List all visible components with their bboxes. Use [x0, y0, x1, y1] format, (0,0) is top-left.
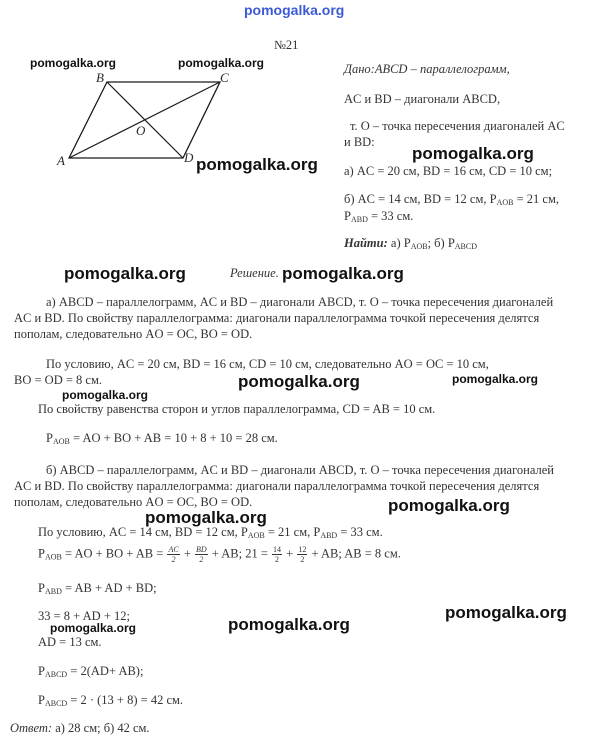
watermark-13: pomogalka.org	[228, 615, 350, 634]
given-line-4: и BD:	[344, 135, 375, 149]
given-line-5: а) AC = 20 см, BD = 16 см, CD = 10 см;	[344, 164, 553, 178]
part-b-equation-4: AD = 13 см.	[38, 635, 102, 649]
watermark-7: pomogalka.org	[238, 372, 360, 391]
part-b-equation-5: $P_{ABCD} = 2(AD+ AB)$;	[38, 664, 144, 679]
watermark-12: pomogalka.org	[445, 603, 567, 622]
watermark-2: pomogalka.org	[178, 56, 265, 70]
watermark-4: pomogalka.org	[412, 144, 534, 163]
problem-number: №21	[274, 38, 299, 52]
given-line-1: Дано:ABCD – параллелограмм,	[344, 62, 510, 76]
site-header-watermark: pomogalka.org	[244, 2, 345, 18]
watermark-1: pomogalka.org	[30, 56, 117, 70]
vertex-label-b: B	[96, 70, 104, 85]
given-line-7: $P_{ABD} = 33$ см.	[344, 209, 414, 224]
part-a-line-6: По свойству равенства сторон и углов параллелограмма, CD = AB = 10 см.	[38, 402, 436, 416]
given-line-2: AC и BD – диагонали ABCD,	[344, 92, 501, 106]
part-a-line-3: пополам, следовательно AO = OC, BO = OD.	[14, 327, 253, 341]
part-b-equation-6: $P_{ABCD} = 2 \cdot (13 + 8) = 42$ см.	[38, 693, 184, 708]
part-b-equation-3: 33 = 8 + AD + 12;	[38, 609, 130, 623]
watermark-3: pomogalka.org	[196, 155, 318, 174]
find-line: Найти: а) $P_{AOB}$; б) $P_{ABCD}$	[344, 236, 478, 251]
part-b-line-1: б) ABCD – параллелограмм, AC и BD – диагонали ABCD, т. O – точка пересечения диагоналей	[46, 463, 554, 477]
watermark-9: pomogalka.org	[62, 388, 149, 402]
watermark-10: pomogalka.org	[388, 496, 510, 515]
part-b-equation-2: $P_{ABD}$ = AB + AD + BD;	[38, 581, 157, 596]
part-b-equation-1: $P_{AOB}$ = AO + BO + AB = $\frac{AC}{2}$ + $\frac{BD}{2}$ + AB; 21 = $\frac{14}{2}$ + $\frac{12}{2}$ + AB; AB = 8 см.	[38, 545, 401, 564]
vertex-label-d: D	[184, 150, 194, 165]
watermark-14: pomogalka.org	[50, 621, 137, 635]
part-a-line-1: а) ABCD – параллелограмм, AC и BD – диагонали ABCD, т. O – точка пересечения диагоналей	[46, 295, 554, 309]
watermark-11: pomogalka.org	[145, 508, 267, 527]
part-b-line-2: AC и BD. По свойству параллелограмма: диагонали параллелограмма точкой пересечения делятся	[14, 479, 540, 493]
vertex-label-c: C	[220, 70, 229, 85]
part-a-line-4: По условию, AC = 20 см, BD = 16 см, CD = 10 см, следовательно AO = OC = 10 см,	[46, 357, 489, 371]
solution-label: Решение.	[230, 266, 279, 280]
watermark-6: pomogalka.org	[282, 264, 404, 283]
diagonal-bd	[107, 82, 183, 158]
part-b-conditions: По условию, AC = 14 см, BD = 12 см, $P_{AOB} = 21$ см, $P_{ABD} = 33$ см.	[38, 525, 383, 540]
part-a-perimeter: $P_{AOB}$ = AO + BO + AB = 10 + 8 + 10 = 28 см.	[46, 431, 278, 446]
part-b-line-3: пополам, следовательно AO = OC, BO = OD.	[14, 495, 253, 509]
given-line-6: б) AC = 14 см, BD = 12 см, $P_{AOB} = 21$ см,	[344, 192, 560, 207]
vertex-label-a: A	[57, 153, 65, 168]
answer-line: Ответ: а) 28 см; б) 42 см.	[10, 721, 150, 735]
watermark-8: pomogalka.org	[452, 372, 539, 386]
center-label-o: O	[136, 123, 146, 138]
part-a-line-2: AC и BD. По свойству параллелограмма: диагонали параллелограмма точкой пересечения делятся	[14, 311, 540, 325]
part-a-line-5: BO = OD = 8 см.	[14, 373, 102, 387]
watermark-5: pomogalka.org	[64, 264, 186, 283]
given-line-3: т. O – точка пересечения диагоналей AC	[350, 119, 565, 133]
